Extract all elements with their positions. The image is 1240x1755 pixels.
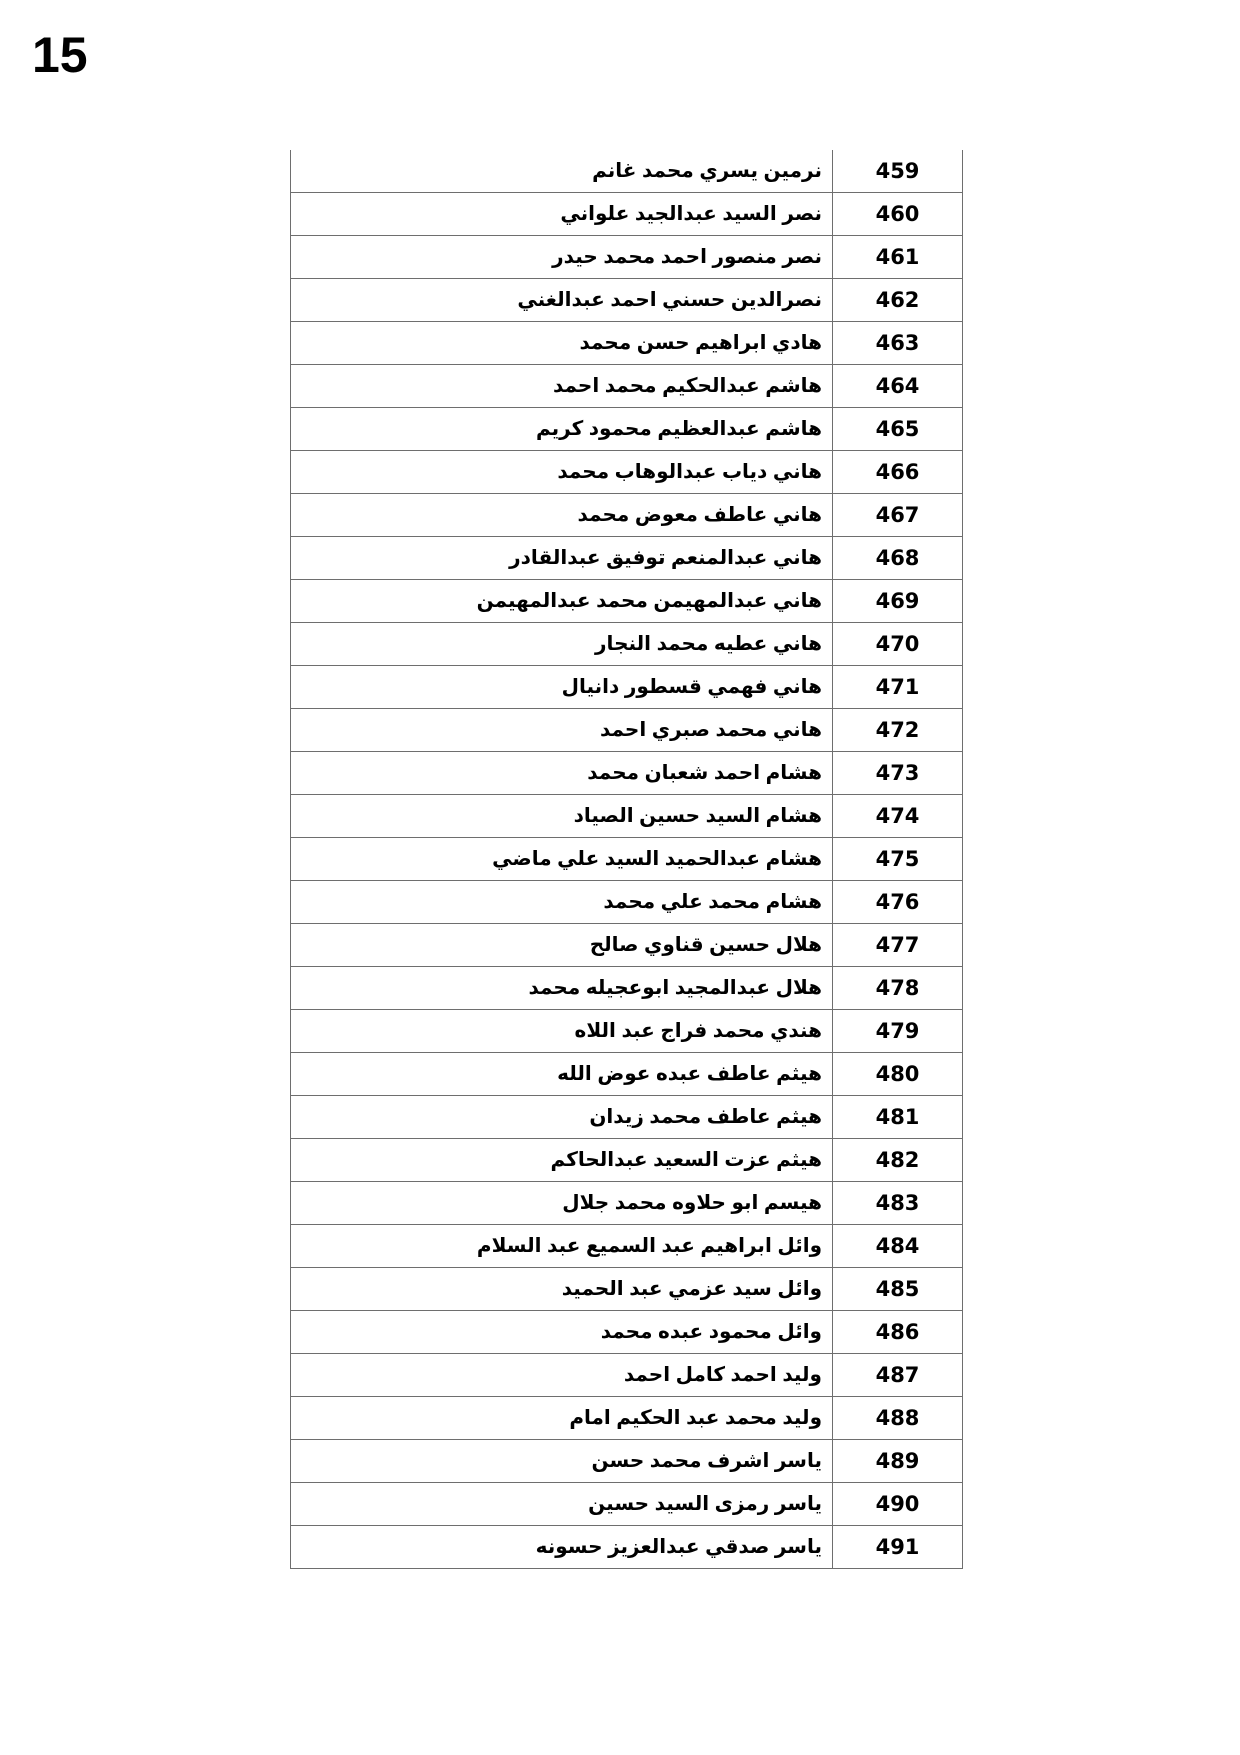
person-name: هادي ابراهيم حسن محمد xyxy=(579,332,822,355)
row-number: 459 xyxy=(875,159,920,184)
table-row xyxy=(291,1268,963,1311)
row-number: 474 xyxy=(875,804,920,829)
table-row xyxy=(291,279,963,322)
number-cell xyxy=(833,838,963,881)
table-row xyxy=(291,881,963,924)
row-number: 467 xyxy=(875,503,920,528)
name-cell xyxy=(291,365,833,408)
table-row xyxy=(291,967,963,1010)
number-cell xyxy=(833,1268,963,1311)
table-row xyxy=(291,236,963,279)
table-row xyxy=(291,408,963,451)
person-name: هاني عبدالمهيمن محمد عبدالمهيمن xyxy=(476,590,822,613)
name-cell xyxy=(291,537,833,580)
number-cell xyxy=(833,623,963,666)
table-row xyxy=(291,365,963,408)
person-name: وائل محمود عبده محمد xyxy=(600,1321,822,1344)
person-name: وليد محمد عبد الحكيم امام xyxy=(569,1407,822,1430)
row-number: 466 xyxy=(875,460,920,485)
name-cell xyxy=(291,1440,833,1483)
number-cell xyxy=(833,279,963,322)
name-cell xyxy=(291,1182,833,1225)
row-number: 472 xyxy=(875,718,920,743)
person-name: هشام السيد حسين الصياد xyxy=(573,805,822,828)
name-cell xyxy=(291,623,833,666)
number-cell xyxy=(833,1440,963,1483)
person-name: هاني عطيه محمد النجار xyxy=(595,633,822,656)
row-number: 486 xyxy=(875,1320,920,1345)
row-number: 464 xyxy=(875,374,920,399)
table-row xyxy=(291,1440,963,1483)
name-cell xyxy=(291,1483,833,1526)
table-row xyxy=(291,1139,963,1182)
table-row xyxy=(291,1526,963,1569)
name-cell xyxy=(291,150,833,193)
number-cell xyxy=(833,795,963,838)
person-name: نصر السيد عبدالجيد علواني xyxy=(560,203,822,226)
row-number: 488 xyxy=(875,1406,920,1431)
table-row xyxy=(291,1483,963,1526)
row-number: 465 xyxy=(875,417,920,442)
row-number: 468 xyxy=(875,546,920,571)
number-cell xyxy=(833,1010,963,1053)
name-cell xyxy=(291,1526,833,1569)
name-cell xyxy=(291,494,833,537)
table-row xyxy=(291,795,963,838)
number-cell xyxy=(833,537,963,580)
name-cell xyxy=(291,451,833,494)
name-cell xyxy=(291,795,833,838)
number-cell xyxy=(833,1354,963,1397)
row-number: 490 xyxy=(875,1492,920,1517)
row-number: 481 xyxy=(875,1105,920,1130)
person-name: هشام محمد علي محمد xyxy=(603,891,822,914)
number-cell xyxy=(833,150,963,193)
number-cell xyxy=(833,1096,963,1139)
name-cell xyxy=(291,838,833,881)
name-cell xyxy=(291,1096,833,1139)
number-cell xyxy=(833,408,963,451)
name-cell xyxy=(291,666,833,709)
name-cell xyxy=(291,408,833,451)
table-row xyxy=(291,1354,963,1397)
row-number: 484 xyxy=(875,1234,920,1259)
person-name: هشام عبدالحميد السيد علي ماضي xyxy=(492,848,822,871)
row-number: 463 xyxy=(875,331,920,356)
name-cell xyxy=(291,881,833,924)
person-name: هاشم عبدالعظيم محمود كريم xyxy=(535,418,822,441)
row-number: 480 xyxy=(875,1062,920,1087)
row-number: 478 xyxy=(875,976,920,1001)
person-name: هاشم عبدالحكيم محمد احمد xyxy=(552,375,822,398)
name-cell xyxy=(291,1354,833,1397)
name-cell xyxy=(291,709,833,752)
row-number: 473 xyxy=(875,761,920,786)
number-cell xyxy=(833,1182,963,1225)
person-name: هيثم عاطف محمد زيدان xyxy=(589,1106,822,1129)
person-name: ياسر اشرف محمد حسن xyxy=(591,1450,822,1473)
name-cell xyxy=(291,322,833,365)
row-number: 470 xyxy=(875,632,920,657)
row-number: 469 xyxy=(875,589,920,614)
name-cell xyxy=(291,924,833,967)
table-row xyxy=(291,193,963,236)
table-row xyxy=(291,451,963,494)
number-cell xyxy=(833,709,963,752)
name-cell xyxy=(291,1053,833,1096)
table-row xyxy=(291,537,963,580)
person-name: هاني فهمي قسطور دانيال xyxy=(561,676,822,699)
table-row xyxy=(291,1225,963,1268)
name-cell xyxy=(291,967,833,1010)
row-number: 487 xyxy=(875,1363,920,1388)
person-name: هيثم عزت السعيد عبدالحاكم xyxy=(550,1149,822,1172)
row-number: 482 xyxy=(875,1148,920,1173)
name-cell xyxy=(291,279,833,322)
row-number: 476 xyxy=(875,890,920,915)
person-name: هيسم ابو حلاوه محمد جلال xyxy=(562,1192,822,1215)
name-cell xyxy=(291,193,833,236)
person-name: هلال حسين قناوي صالح xyxy=(589,934,822,957)
person-name: وائل سيد عزمي عبد الحميد xyxy=(561,1278,822,1301)
table-row xyxy=(291,1053,963,1096)
number-cell xyxy=(833,451,963,494)
person-name: وليد احمد كامل احمد xyxy=(623,1364,822,1387)
page-number: 15 xyxy=(32,27,88,83)
row-number: 491 xyxy=(875,1535,920,1560)
table-row xyxy=(291,322,963,365)
number-cell xyxy=(833,494,963,537)
number-cell xyxy=(833,752,963,795)
name-cell xyxy=(291,236,833,279)
table-row xyxy=(291,924,963,967)
person-name: هاني عاطف معوض محمد xyxy=(577,504,822,527)
name-cell xyxy=(291,1311,833,1354)
table-row xyxy=(291,709,963,752)
number-cell xyxy=(833,1397,963,1440)
person-name: نرمين يسري محمد غانم xyxy=(592,160,822,183)
row-number: 475 xyxy=(875,847,920,872)
person-name: هلال عبدالمجيد ابوعجيله محمد xyxy=(528,977,822,1000)
table-row xyxy=(291,1397,963,1440)
person-name: وائل ابراهيم عبد السميع عبد السلام xyxy=(476,1235,822,1258)
number-cell xyxy=(833,924,963,967)
person-name: هشام احمد شعبان محمد xyxy=(587,762,822,785)
number-cell xyxy=(833,967,963,1010)
person-name: هاني دياب عبدالوهاب محمد xyxy=(557,461,822,484)
person-name: هاني محمد صبري احمد xyxy=(599,719,822,742)
table-row xyxy=(291,494,963,537)
number-cell xyxy=(833,1225,963,1268)
number-cell xyxy=(833,1053,963,1096)
name-cell xyxy=(291,1397,833,1440)
names-table xyxy=(290,150,963,1569)
table-row xyxy=(291,1182,963,1225)
person-name: ياسر رمزى السيد حسين xyxy=(588,1493,822,1516)
table-row xyxy=(291,838,963,881)
person-name: هاني عبدالمنعم توفيق عبدالقادر xyxy=(509,547,822,570)
number-cell xyxy=(833,1139,963,1182)
row-number: 479 xyxy=(875,1019,920,1044)
number-cell xyxy=(833,1483,963,1526)
table-row xyxy=(291,1096,963,1139)
row-number: 483 xyxy=(875,1191,920,1216)
name-cell xyxy=(291,1268,833,1311)
name-cell xyxy=(291,1139,833,1182)
row-number: 462 xyxy=(875,288,920,313)
table-row xyxy=(291,580,963,623)
row-number: 460 xyxy=(875,202,920,227)
table-row xyxy=(291,150,963,193)
table-row xyxy=(291,752,963,795)
row-number: 477 xyxy=(875,933,920,958)
person-name: نصر منصور احمد محمد حيدر xyxy=(552,246,822,269)
number-cell xyxy=(833,1526,963,1569)
person-name: هندي محمد فراج عبد اللاه xyxy=(574,1020,822,1043)
name-cell xyxy=(291,1010,833,1053)
number-cell xyxy=(833,580,963,623)
number-cell xyxy=(833,365,963,408)
names-table-body xyxy=(291,150,963,1569)
row-number: 485 xyxy=(875,1277,920,1302)
name-cell xyxy=(291,1225,833,1268)
name-cell xyxy=(291,752,833,795)
number-cell xyxy=(833,322,963,365)
table-row xyxy=(291,1010,963,1053)
person-name: هيثم عاطف عبده عوض الله xyxy=(557,1063,822,1086)
number-cell xyxy=(833,666,963,709)
person-name: ياسر صدقي عبدالعزيز حسونه xyxy=(535,1536,822,1559)
row-number: 471 xyxy=(875,675,920,700)
number-cell xyxy=(833,193,963,236)
number-cell xyxy=(833,1311,963,1354)
number-cell xyxy=(833,236,963,279)
name-cell xyxy=(291,580,833,623)
person-name: نصرالدين حسني احمد عبدالغني xyxy=(517,289,822,312)
table-row xyxy=(291,1311,963,1354)
row-number: 489 xyxy=(875,1449,920,1474)
row-number: 461 xyxy=(875,245,920,270)
table-row xyxy=(291,666,963,709)
number-cell xyxy=(833,881,963,924)
table-row xyxy=(291,623,963,666)
